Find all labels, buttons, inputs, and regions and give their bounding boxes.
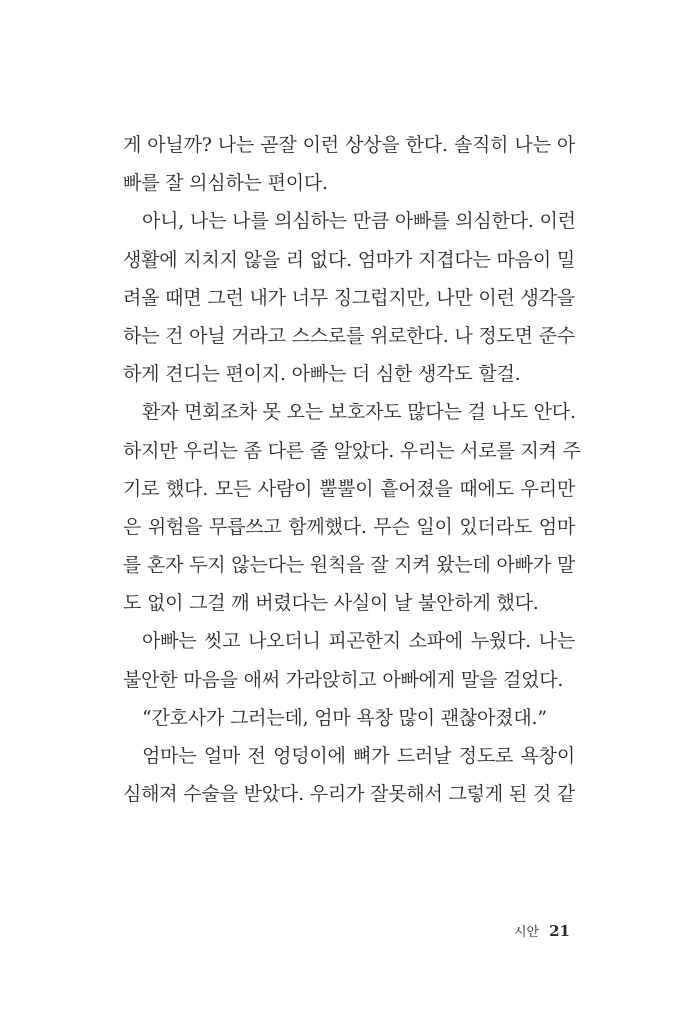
text-line: 빠를 잘 의심하는 편이다.	[123, 172, 328, 195]
text-line: 은 위험을 무릅쓰고 함께했다. 무슨 일이 있더라도 엄마	[123, 515, 575, 538]
text-line: 하게 견디는 편이지. 아빠는 더 심한 생각도 할걸.	[123, 363, 521, 386]
text-line: 아니, 나는 나를 의심하는 만큼 아빠를 의심한다. 이런	[142, 210, 576, 233]
body-text	[123, 126, 581, 813]
text-line: 를 혼자 두지 않는다는 원칙을 잘 지켜 왔는데 아빠가 말	[123, 554, 575, 577]
text-line: 불안한 마음을 애써 가라앉히고 아빠에게 말을 걸었다.	[123, 668, 564, 691]
text-line: 기로 했다. 모든 사람이 뿔뿔이 흩어졌을 때에도 우리만	[123, 477, 575, 500]
text-line: 도 없이 그걸 깨 버렸다는 사실이 날 불안하게 했다.	[123, 592, 539, 615]
page-footer	[500, 921, 570, 940]
text-line: 엄마는 얼마 전 엉덩이에 뼈가 드러날 정도로 욕창이	[142, 745, 575, 767]
text-line: 심해져 수술을 받았다. 우리가 잘못해서 그렇게 된 것 같	[123, 783, 575, 806]
page-number: 21	[549, 922, 570, 940]
text-line: 하지만 우리는 좀 다른 줄 알았다. 우리는 서로를 지켜 주	[123, 439, 581, 462]
text-line: 게 아닐까? 나는 곧잘 이런 상상을 한다. 솔직히 나는 아	[123, 134, 575, 156]
running-title: 시안	[514, 925, 540, 940]
text-line: 하는 건 아닐 거라고 스스로를 위로한다. 나 정도면 준수	[123, 324, 575, 347]
text-line: 생활에 지치지 않을 리 없다. 엄마가 지겹다는 마음이 밀	[123, 248, 575, 271]
text-line: 환자 면회조차 못 오는 보호자도 많다는 걸 나도 안다.	[142, 401, 576, 424]
text-line: 려올 때면 그런 내가 너무 징그럽지만, 나만 이런 생각을	[123, 286, 575, 309]
text-line: 아빠는 씻고 나오더니 피곤한지 소파에 누웠다. 나는	[142, 630, 575, 653]
text-line: “간호사가 그러는데, 엄마 욕창 많이 괜찮아졌대.”	[142, 706, 547, 729]
